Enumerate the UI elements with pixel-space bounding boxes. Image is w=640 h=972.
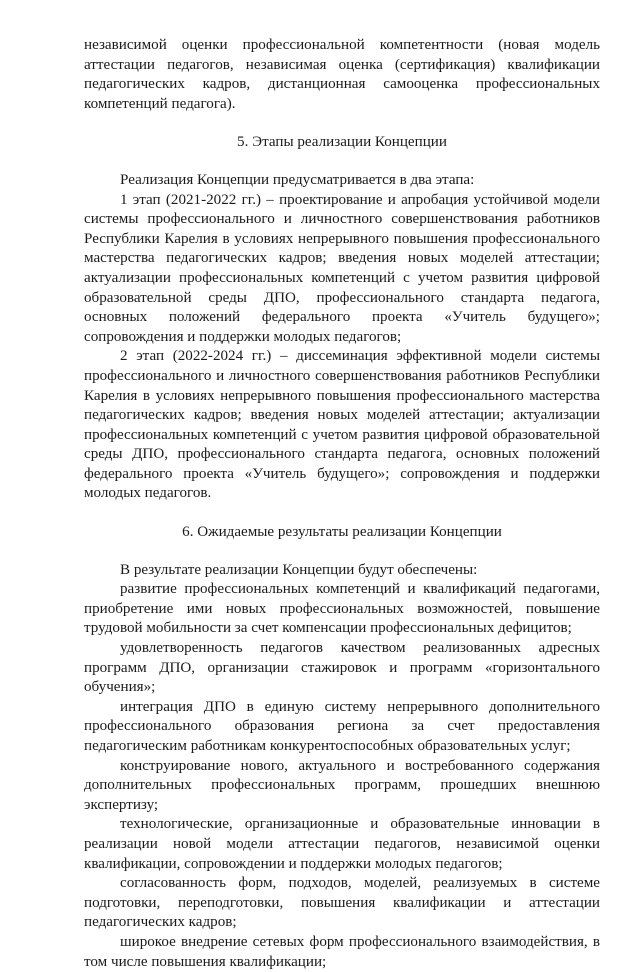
section-5-heading: 5. Этапы реализации Концепции [237,134,447,151]
result-item: удовлетворенность педагогов качеством реализованных адресных программ ДПО, организации стажировок и программ «горизонтального обучения»; [84,640,600,696]
result-item: широкое внедрение сетевых форм профессионального взаимодействия, в том числе повышения квалификации; [84,933,600,970]
document-page [84,36,600,972]
result-item: конструирование нового, актуального и востребованного содержания дополнительных профессиональных программ, прошедших внешнюю экспертизу; [84,757,600,813]
section-5-lead: Реализация Концепции предусматривается в два этапа: [120,171,475,188]
section-6-lead: В результате реализации Концепции будут обеспечены: [120,561,478,578]
stage-2-paragraph: 2 этап (2022-2024 гг.) – диссеминация эффективной модели системы профессионального и личностного совершенствования работников Республики Карелия в условиях непрерывного повышения профессионального мастерства педагогических кадров; введения новых моделей аттестации; актуализации профессиональных компетенций с учетом развития цифровой образовательной среды ДПО, профессионального стандарта педагога, основных положений федерального проекта «Учитель будущего»; сопровождения и поддержки молодых педагогов. [84,348,600,502]
intro-paragraph: независимой оценки профессиональной компетентности (новая модель аттестации педагогов, независимая оценка (сертификация) квалификации педагогических кадров, дистанционная самооценка профессиональных компетенций педагога). [84,37,600,112]
section-6-heading: 6. Ожидаемые результаты реализации Концепции [182,524,502,541]
result-item: технологические, организационные и образовательные инновации в реализации новой модели аттестации педагогов, независимой оценки квалификации, сопровождении и поддержки молодых педагогов; [84,816,600,872]
result-item: интеграция ДПО в единую систему непрерывного дополнительного профессионального образования региона за счет предоставления педагогическим работникам конкурентоспособных образовательных услуг; [84,698,600,754]
stage-1-paragraph: 1 этап (2021-2022 гг.) – проектирование и апробация устойчивой модели системы профессионального и личностного совершенствования работников Республики Карелия в условиях непрерывного повышения профессионального мастерства педагогических кадров; введения новых моделей аттестации; актуализации профессиональных компетенций с учетом развития цифровой образовательной среды ДПО, профессионального стандарта педагога, основных положений федерального проекта «Учитель будущего»; сопровождения и поддержки молодых педагогов; [84,191,600,345]
result-item: развитие профессиональных компетенций и квалификаций педагогами, приобретение ими новых профессиональных возможностей, повышение трудовой мобильности за счет компенсации профессиональных дефицитов; [84,581,600,637]
result-item: согласованность форм, подходов, моделей, реализуемых в системе подготовки, переподготовки, повышения квалификации и аттестации педагогических кадров; [84,875,600,931]
